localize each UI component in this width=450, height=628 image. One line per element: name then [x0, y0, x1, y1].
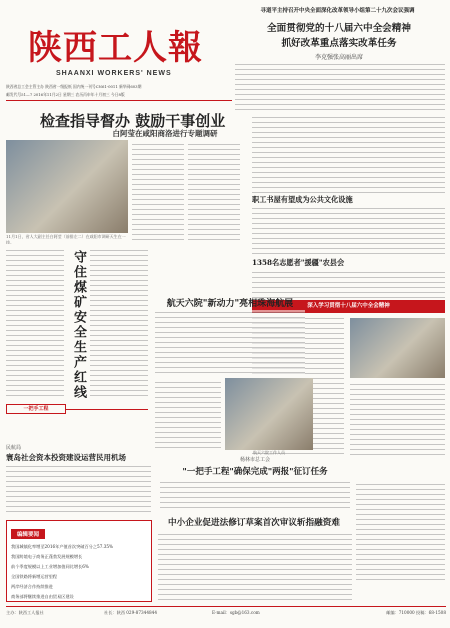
left-story-body: [6, 464, 151, 512]
lead-body: [235, 62, 445, 112]
left-kicker: 民航局: [6, 445, 22, 451]
right-bottom-body: [356, 482, 445, 582]
lead-title-1: 全面贯彻党的十八届六中全会精神: [267, 23, 411, 34]
column-header: 一把手工程: [6, 404, 66, 414]
column-rule: [66, 409, 148, 410]
right-mid-title: 1358名志愿者"援疆"农县会: [252, 258, 345, 267]
brief-title: 编辑要闻: [11, 529, 45, 539]
right-banner-body-2: [350, 382, 445, 456]
brief-item: 商务部将继续推进自由贸易区建设: [11, 594, 74, 599]
brief-box: [6, 520, 152, 602]
masthead-rule: [6, 100, 232, 101]
right-banner: 深入学习贯彻十八届六中全会精神: [252, 300, 445, 313]
main-photo-caption: 11月1日，省人大副主任白阿莹（前排左二）在咸阳市调研天生在一线。: [6, 234, 126, 244]
main-body-col1: [132, 142, 184, 242]
lead-subtitle: 李克强张高丽出席: [314, 54, 363, 61]
main-photo: [6, 140, 128, 233]
vertical-title: 守住煤矿安全生产红线: [71, 250, 86, 400]
mid-photo: [225, 378, 313, 450]
bottom-headline: 中小企业促进法修订草案首次审议斩指融资难: [168, 518, 340, 528]
right-top-body: [252, 115, 445, 193]
brief-item: 全国铁路将新增运营里程: [11, 574, 58, 579]
left-feature-body-2: [90, 248, 148, 398]
right-photo: [350, 318, 445, 378]
bottom-body: [158, 532, 352, 602]
mid-headline: 航天六院"新动力"亮相珠海航展: [166, 299, 294, 309]
brief-item: 我国城镇化率增至2016年产值首次突破百分之57.35%: [11, 544, 114, 549]
masthead-logo: 陕西工人報: [28, 28, 203, 68]
footer-mid2: E-mail：sgb@163.com: [212, 610, 260, 615]
mid-photo-caption: 航天六院工作人员: [253, 450, 285, 455]
masthead-info-1: 陕西省总工会主管主办 陕西省一级报纸 国内统一刊号CN61-0011 新华网603期: [6, 84, 142, 89]
brief-item: 两岸经济合作持续推进: [11, 584, 53, 589]
brief-item: 前个季度规模以上工业增加值同比增长6%: [11, 564, 89, 569]
bottom-mid-kicker: 杨林市总工会: [239, 457, 270, 463]
right-top-story-body: [252, 206, 445, 254]
main-subhead: 白阿莹在咸阳商洛进行专题调研: [112, 129, 218, 138]
right-top-title: 职工书屋有望成为公共文化设施: [252, 195, 353, 204]
brief-item: 我国跨境电子商务正蓬勃发展规模增长: [11, 554, 83, 559]
masthead-info-2: 邮发代号51—7 2016年11月2日 星期三 农历丙申年十月初三 今日8版: [6, 92, 125, 97]
mid-body: [155, 310, 305, 376]
top-banner: 寻道平主持召开中央全面深化改革领导小组第二十九次会议强调: [260, 8, 415, 14]
bottom-mid-body: [160, 480, 350, 512]
right-mid-body: [252, 270, 445, 298]
footer-right: 邮编：710000 投稿：68-1508: [386, 610, 446, 615]
lead-title-2: 抓好改革重点落实改革任务: [281, 38, 397, 49]
footer-mid: 社长：陕西 029-87344844: [104, 610, 157, 615]
bottom-mid-headline: "一把手工程"确保完成"两报"征订任务: [182, 467, 328, 477]
main-body-col2: [188, 142, 240, 242]
masthead-english: SHAANXI WORKERS' NEWS: [56, 70, 172, 77]
main-headline: 检查指导督办 鼓励干事创业: [40, 112, 226, 130]
footer-rule: [6, 606, 446, 607]
footer-left: 主办：陕西工人报社: [6, 610, 44, 615]
left-headline: 寰岛社会资本投资建设运营民用机场: [6, 453, 126, 462]
left-feature-body: [6, 248, 64, 398]
mid-body-2: [155, 380, 221, 450]
